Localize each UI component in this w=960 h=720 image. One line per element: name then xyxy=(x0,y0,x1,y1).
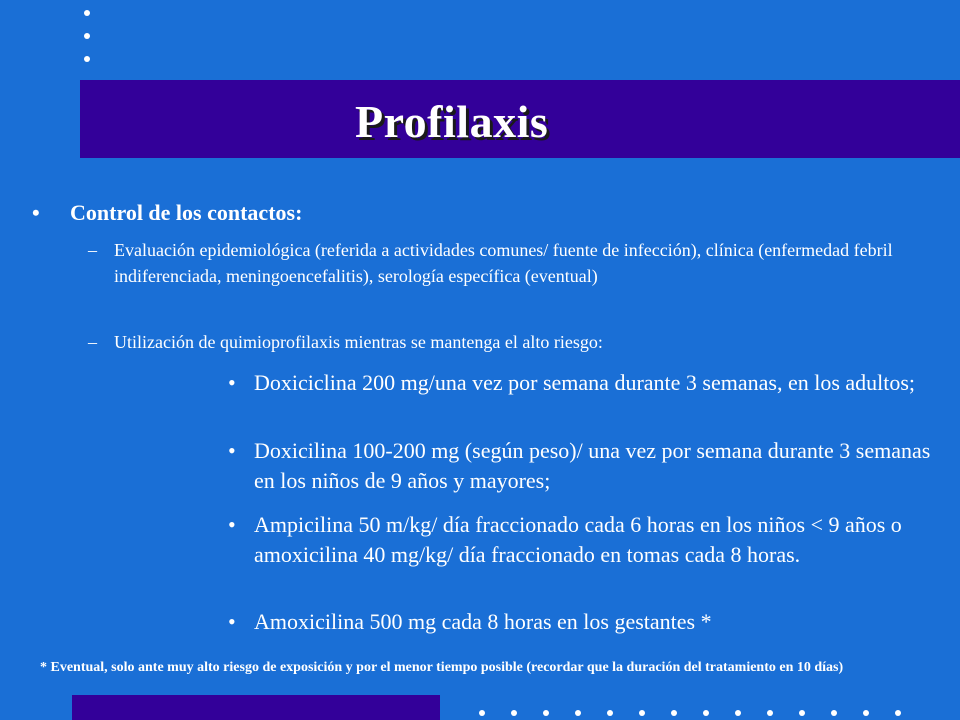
bullet-icon: • xyxy=(228,609,236,634)
bullet-level2-text: Evaluación epidemiológica (referida a actividades comunes/ fuente de infección), clínica (enfermedad febril indiferenciada, meningoencefalitis), serología específica (eventual) xyxy=(114,240,893,286)
dot-icon xyxy=(543,710,549,716)
dot-icon xyxy=(479,710,485,716)
dot-icon xyxy=(735,710,741,716)
bottom-band xyxy=(72,695,440,720)
dot-icon xyxy=(703,710,709,716)
bullet-icon: • xyxy=(228,512,236,537)
dash-icon: – xyxy=(88,332,97,352)
dot-icon xyxy=(575,710,581,716)
bullet-level3-text: Amoxicilina 500 mg cada 8 horas en los gestantes * xyxy=(254,609,712,634)
dot-icon xyxy=(607,710,613,716)
dot-icon xyxy=(84,33,90,39)
bullet-level2 xyxy=(88,329,928,355)
dot-icon xyxy=(84,10,90,16)
dot-icon xyxy=(671,710,677,716)
bullet-level3 xyxy=(228,510,956,570)
bullet-level1-text: Control de los contactos: xyxy=(70,200,303,225)
footnote: * Eventual, solo ante muy alto riesgo de exposición y por el menor tiempo posible (recordar que la duración del tratamiento en 10 días) xyxy=(40,660,844,675)
dot-icon xyxy=(831,710,837,716)
dot-icon xyxy=(863,710,869,716)
bullet-level3 xyxy=(228,607,956,637)
dash-icon: – xyxy=(88,240,97,260)
bullet-icon: • xyxy=(32,200,40,225)
dot-icon xyxy=(767,710,773,716)
bullet-level3-text: Doxiciclina 200 mg/una vez por semana durante 3 semanas, en los adultos; xyxy=(254,370,916,395)
bullet-level3-text: Ampicilina 50 m/kg/ día fraccionado cada 6 horas en los niños < 9 años o amoxicilina 40 mg/kg/ día fraccionado en tomas cada 8 horas. xyxy=(254,512,902,567)
bullet-level2 xyxy=(88,237,928,289)
bullet-level3 xyxy=(228,436,956,496)
dot-icon xyxy=(799,710,805,716)
bullet-level3-text: Doxicilina 100-200 mg (según peso)/ una vez por semana durante 3 semanas en los niños de 9 años y mayores; xyxy=(254,438,931,493)
dot-icon xyxy=(639,710,645,716)
dot-icon xyxy=(895,710,901,716)
bullet-icon: • xyxy=(228,438,236,463)
bullet-level2-text: Utilización de quimioprofilaxis mientras se mantenga el alto riesgo: xyxy=(114,332,603,352)
dot-icon xyxy=(84,56,90,62)
bullet-icon: • xyxy=(228,370,236,395)
page-title: Profilaxis xyxy=(355,96,549,147)
dot-icon xyxy=(511,710,517,716)
bullet-level3 xyxy=(228,368,956,398)
decorative-dots-vertical xyxy=(84,10,96,79)
